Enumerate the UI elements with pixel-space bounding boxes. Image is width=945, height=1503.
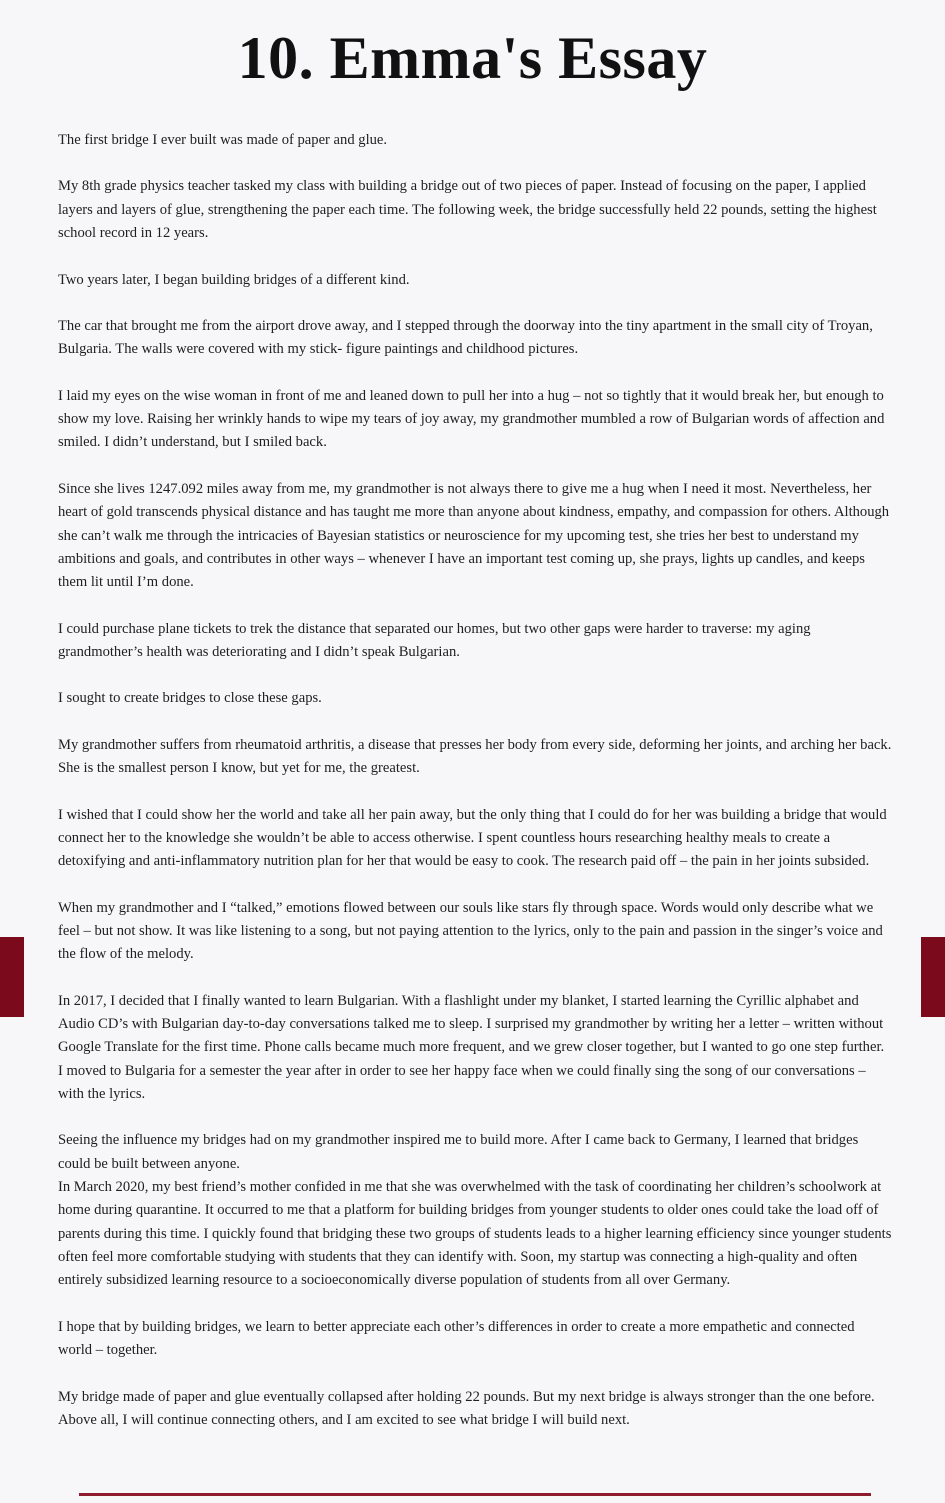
right-side-tab — [921, 937, 945, 1017]
essay-paragraph: Since she lives 1247.092 miles away from me, my grandmother is not always there to give me a hug when I need it most. Nevertheless, her heart of gold transcends physical distance and has taught me more than anyone about kindness, empathy, and compassion for others. Although she can’t walk me through the intricacies of Bayesian statistics or neuroscience for my upcoming test, she tries her best to understand my ambitions and goals, and contributes in other ways – whenever I have an important test coming up, she prays, lights up candles, and keeps them lit until I’m done. — [58, 480, 890, 591]
essay-paragraph: I could purchase plane tickets to trek the distance that separated our homes, but two other gaps were harder to traverse: my aging grandmother’s health was deteriorating and I didn’t speak Bulgarian. — [58, 620, 811, 660]
essay-paragraph: The car that brought me from the airport drove away, and I stepped through the doorway into the tiny apartment in the small city of Troyan, Bulgaria. The walls were covered with my stick- figure paintings and childhood pictures. — [58, 318, 873, 358]
essay-paragraph: When my grandmother and I “talked,” emotions flowed between our souls like stars fly through space. Words would only describe what we feel – but not show. It was like listening to a song, but not paying attention to the lyrics, only to the pain and passion in the singer’s voice and the flow of the melody. — [58, 899, 883, 963]
essay-paragraph: In March 2020, my best friend’s mother confided in me that she was overwhelmed with the task of coordinating her children’s schoolwork at home during quarantine. It occurred to me that a platform for building bridges from younger students to older ones could take the load off of parents during this time. I quickly found that bridging these two groups of students leads to a higher learning efficiency since younger students often feel more comfortable studying with students that they can identify with. Soon, my startup was connecting a high-quality and often entirely subsidized learning resource to a socioeconomically diverse population of students from all over Germany. — [58, 1179, 892, 1289]
essay-paragraph: My grandmother suffers from rheumatoid arthritis, a disease that presses her body from every side, deforming her joints, and arching her back. She is the smallest person I know, but yet for me, the greatest. — [58, 736, 892, 777]
essay-paragraph: I hope that by building bridges, we learn to better appreciate each other’s differences in order to create a more empathetic and connected world – together. — [58, 1318, 855, 1359]
essay-paragraph: I wished that I could show her the world and take all her pain away, but the only thing that I could do for her was building a bridge that would connect her to the knowledge she wouldn’t be able to access otherwise. I spent countless hours researching healthy meals to create a detoxifying and anti-inflammatory nutrition plan for her that would be easy to cook. The research paid off – the pain in her joints subsided. — [58, 806, 887, 870]
essay-paragraph: Seeing the influence my bridges had on my grandmother inspired me to build more. After I came back to Germany, I learned that bridges could be built between anyone. — [58, 1132, 859, 1172]
essay-paragraph: My bridge made of paper and glue eventually collapsed after holding 22 pounds. But my next bridge is always stronger than the one before. Above all, I will continue connecting others, and I am excited to see what bridge I will build next. — [58, 1388, 875, 1428]
essay-paragraph: In 2017, I decided that I finally wanted to learn Bulgarian. With a flashlight under my blanket, I started learning the Cyrillic alphabet and Audio CD’s with Bulgarian day-to-day conversations talked me to sleep. I surprised my grandmother by writing her a letter – written without Google Translate for the first time. Phone calls became much more frequent, and we grew closer together, but I wanted to go one step further. I moved to Bulgaria for a semester the year after in order to see her happy face when we could finally sing the song of our conversations – with the lyrics. — [58, 992, 885, 1102]
essay-paragraph: My 8th grade physics teacher tasked my class with building a bridge out of two pieces of paper. Instead of focusing on the paper, I applied layers and layers of glue, strengthening the paper each time. The following week, the bridge successfully held 22 pounds, setting the highest school record in 12 years. — [58, 178, 877, 242]
essay-paragraph: I sought to create bridges to close these gaps. — [58, 690, 322, 707]
left-side-tab — [0, 937, 24, 1017]
bottom-divider — [79, 1493, 871, 1496]
essay-body — [58, 129, 892, 1455]
essay-paragraph: The first bridge I ever built was made of paper and glue. — [58, 132, 388, 148]
essay-paragraph: Two years later, I began building bridges of a different kind. — [58, 271, 410, 288]
page-title: 10. Emma's Essay — [237, 25, 708, 91]
essay-paragraph: I laid my eyes on the wise woman in front of me and leaned down to pull her into a hug – not so tightly that it would break her, but enough to show my love. Raising her wrinkly hands to wipe my tears of joy away, my grandmother mumbled a row of Bulgarian words of affection and smiled. I didn’t understand, but I smiled back. — [58, 387, 885, 451]
